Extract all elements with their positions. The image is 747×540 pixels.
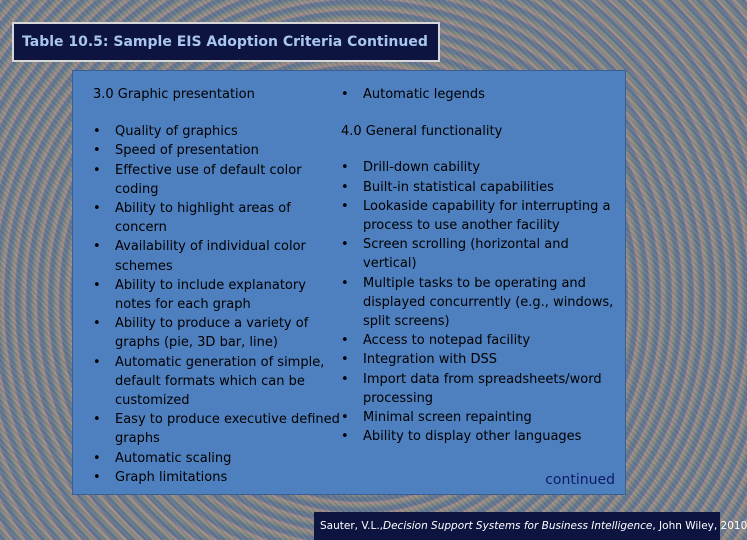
list-item: • Screen scrolling (horizontal and vertical) [337,235,623,273]
list-item: • Integration with DSS [337,350,623,369]
list-item: • Ability to display other languages [337,427,623,446]
list-item: • Ability to produce a variety of graphs (pie, 3D bar, line) [89,314,341,352]
list-item: • Quality of graphics [89,122,341,141]
citation-author: Sauter, V.L., [320,520,384,532]
continued-label: continued [545,472,615,488]
citation-publisher: , John Wiley, 2010 [652,520,747,532]
right-column [337,85,623,446]
slide-title-box [12,22,440,62]
list-item: • Built-in statistical capabilities [337,178,623,197]
automatic-legends-list [337,85,623,104]
content-panel [72,70,626,495]
list-item: • Access to notepad facility [337,331,623,350]
list-item: • Automatic scaling [89,449,341,468]
list-item: • Minimal screen repainting [337,408,623,427]
list-item: • Lookaside capability for interrupting a process to use another facility [337,197,623,235]
list-item: • Graph limitations [89,468,341,487]
list-item: • Ability to include explanatory notes for each graph [89,276,341,314]
list-item: • Ability to highlight areas of concern [89,199,341,237]
list-item: • Multiple tasks to be operating and displayed concurrently (e.g., windows, split screens) [337,274,623,332]
list-item: • Automatic generation of simple, default formats which can be customized [89,353,341,411]
general-functionality-heading: 4.0 General functionality [341,124,503,140]
left-column [89,85,341,487]
slide-title: Table 10.5: Sample EIS Adoption Criteria Continued [22,34,428,50]
list-item: • Automatic legends [337,85,623,104]
graphic-presentation-list [89,122,341,487]
citation-book-title: Decision Support Systems for Business Intelligence [383,520,653,532]
list-item: • Easy to produce executive defined graphs [89,410,341,448]
list-item: • Availability of individual color schemes [89,237,341,275]
list-item: • Import data from spreadsheets/word processing [337,370,623,408]
general-functionality-list [337,158,623,446]
citation-footer [314,512,747,540]
list-item: • Effective use of default color coding [89,161,341,199]
list-item: • Drill-down cability [337,158,623,177]
graphic-presentation-heading: 3.0 Graphic presentation [93,87,255,102]
list-item: • Speed of presentation [89,141,341,160]
